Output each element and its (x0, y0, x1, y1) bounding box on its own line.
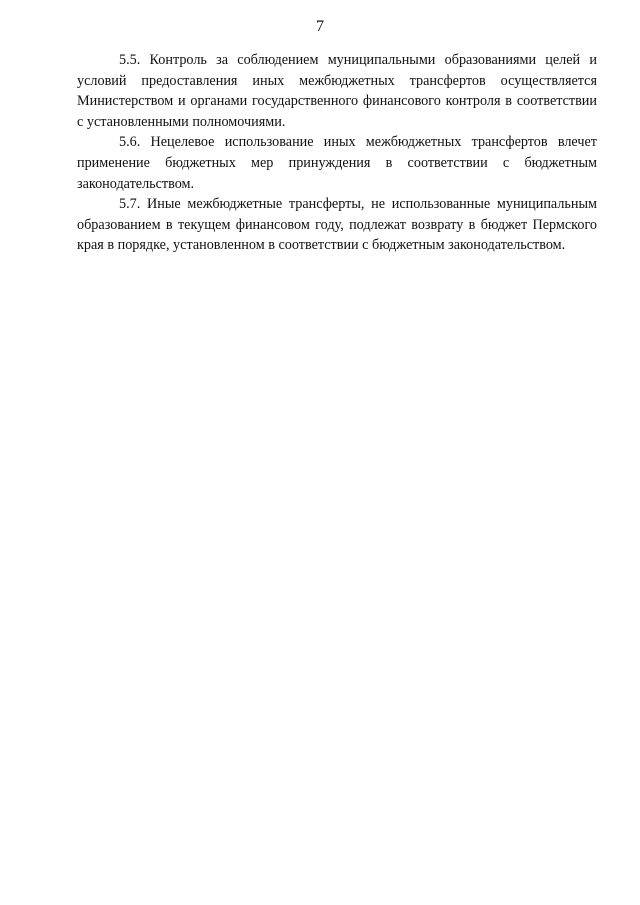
page-number: 7 (316, 18, 324, 35)
paragraph-5-5: 5.5. Контроль за соблюдением муниципальными образованиями целей и условий предоставления иных межбюджетных трансфертов осуществляется Министерством и органами государственного финансового контроля в соответствии с установленными полномочиями. (77, 52, 597, 130)
paragraph-5-6: 5.6. Нецелевое использование иных межбюджетных трансфертов влечет применение бюджетных мер принуждения в соответствии с бюджетным законодательством. (77, 134, 597, 192)
paragraph-5-7: 5.7. Иные межбюджетные трансферты, не использованные муниципальным образованием в текущем финансовом году, подлежат возврату в бюджет Пермского края в порядке, установленном в соответствии с бюджетным законодательством. (77, 196, 597, 254)
document-body (77, 50, 597, 256)
